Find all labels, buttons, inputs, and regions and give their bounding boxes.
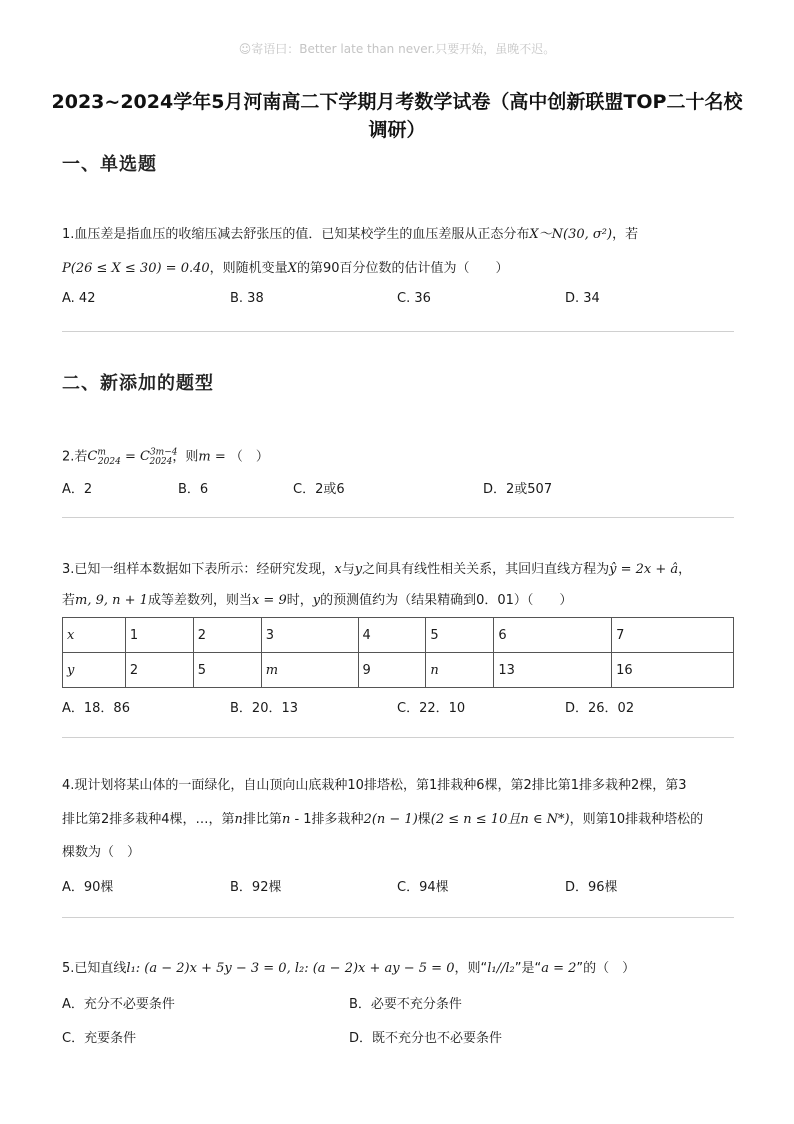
q5-math-lines: l₁: (a − 2)x + 5y − 3 = 0, l₂: (a − 2)x + ay − 5 = 0 xyxy=(126,961,455,976)
q5-option-d[interactable]: D．既不充分也不必要条件 xyxy=(349,1031,503,1046)
q2-option-d[interactable]: D．2或507 xyxy=(483,482,553,497)
question-3-line1: 3.已知一组样本数据如下表所示：经研究发现，x与y之间具有线性相关关系，其回归直线方程为ŷ = 2x + â， xyxy=(62,562,692,577)
q2-text: 2.若 xyxy=(62,449,88,465)
q5-option-a[interactable]: A．充分不必要条件 xyxy=(62,997,175,1012)
table-cell: 9 xyxy=(358,653,426,688)
question-2: 2.若$C^m_{2024} = C^{3m-4}_{2024}$，则m = （ ） xyxy=(62,448,269,467)
table-cell: 13 xyxy=(494,653,612,688)
q4-option-c[interactable]: C．94棵 xyxy=(397,880,449,895)
q4-option-a[interactable]: A．90棵 xyxy=(62,880,114,895)
question-5: 5.已知直线l₁: (a − 2)x + 5y − 3 = 0, l₂: (a − 2)x + ay − 5 = 0，则“l₁//l₂”是“a = 2”的（ ） xyxy=(62,961,636,976)
q3-option-b[interactable]: B．20．13 xyxy=(230,701,299,716)
q3-math-x9: x = 9 xyxy=(251,593,287,608)
q1-option-a[interactable]: A. 42 xyxy=(62,291,96,306)
table-cell: 2 xyxy=(125,653,193,688)
section-heading-single-choice: 一、单选题 xyxy=(62,154,157,175)
q2-text: ，则 xyxy=(172,449,199,465)
table-row-x xyxy=(63,618,734,653)
table-cell: 1 xyxy=(125,618,193,653)
q5-option-b[interactable]: B．必要不充分条件 xyxy=(349,997,462,1012)
separator xyxy=(62,917,734,918)
q2-math-m: m = xyxy=(198,449,230,465)
table-cell: m xyxy=(261,653,358,688)
q1-option-b[interactable]: B. 38 xyxy=(230,291,264,306)
question-3-line2: 若m, 9, n + 1成等差数列，则当x = 9时，y的预测值约为（结果精确到0．01）（ ） xyxy=(62,593,573,608)
q1-text: 的第90百分位数的估计值为（ ） xyxy=(296,261,509,276)
table-cell: 5 xyxy=(193,653,261,688)
table-row-y xyxy=(63,653,734,688)
q2-text: （ ） xyxy=(229,449,269,465)
table-cell: y xyxy=(63,653,126,688)
question-1-line2 xyxy=(62,260,508,278)
q4-math-increment: 2(n − 1) xyxy=(363,812,418,827)
q1-text: ，则随机变量 xyxy=(209,261,288,276)
q2-option-a[interactable]: A．2 xyxy=(62,482,93,497)
question-1-line1 xyxy=(62,226,638,244)
q1-text: 1.血压差是指血压的收缩压减去舒张压的值．已知某校学生的血压差服从正态分布 xyxy=(62,227,530,242)
table-cell: n xyxy=(426,653,494,688)
exam-title xyxy=(40,88,754,144)
table-cell: 7 xyxy=(612,618,734,653)
motto-header: ☺寄语曰：Better late than never.只要开始，虽晚不迟。 xyxy=(238,42,556,56)
separator xyxy=(62,331,734,332)
q3-option-c[interactable]: C．22．10 xyxy=(397,701,466,716)
q5-option-c[interactable]: C．充要条件 xyxy=(62,1031,137,1046)
q1-option-d[interactable]: D. 34 xyxy=(565,291,600,306)
table-cell: 2 xyxy=(193,618,261,653)
q1-option-c[interactable]: C. 36 xyxy=(397,291,431,306)
exam-title-line2: 调研） xyxy=(368,119,426,141)
q4-option-b[interactable]: B．92棵 xyxy=(230,880,282,895)
q2-combination-rhs: $C^{3m-4}_{2024}$ xyxy=(139,448,178,467)
table-cell: 6 xyxy=(494,618,612,653)
table-cell: 4 xyxy=(358,618,426,653)
table-cell: 3 xyxy=(261,618,358,653)
question-4-line1: 4.现计划将某山体的一面绿化，自山顶向山底栽种10排塔松，第1排栽种6棵，第2排比第1排多栽种2棵，第3 xyxy=(62,778,687,793)
q3-data-table xyxy=(62,617,734,688)
q2-option-b[interactable]: B．6 xyxy=(178,482,209,497)
q3-math-sequence: m, 9, n + 1 xyxy=(75,593,148,608)
separator xyxy=(62,517,734,518)
q2-option-c[interactable]: C．2或6 xyxy=(293,482,345,497)
q1-math-variable: X xyxy=(287,261,297,276)
q3-option-d[interactable]: D．26．02 xyxy=(565,701,635,716)
q2-combination-lhs: $C^m_{2024}$ xyxy=(87,448,121,467)
q5-math-a2: a = 2 xyxy=(541,961,577,976)
q1-math-distribution: X～N(30, σ²) xyxy=(529,227,613,242)
q4-math-range: (2 ≤ n ≤ 10且n ∈ N*) xyxy=(430,812,570,827)
q1-text: ，若 xyxy=(612,227,639,242)
table-cell: 5 xyxy=(426,618,494,653)
separator xyxy=(62,737,734,738)
q3-option-a[interactable]: A．18．86 xyxy=(62,701,130,716)
question-4-line3: 棵数为（ ） xyxy=(62,845,141,860)
q1-math-probability: P(26 ≤ X ≤ 30) = 0.40 xyxy=(62,261,210,276)
table-cell: x xyxy=(63,618,126,653)
q5-math-parallel: l₁//l₂ xyxy=(487,961,515,976)
exam-title-line1: 2023~2024学年5月河南高二下学期月考数学试卷（高中创新联盟TOP二十名校 xyxy=(51,91,743,113)
section-heading-new-type: 二、新添加的题型 xyxy=(62,373,214,394)
q4-option-d[interactable]: D．96棵 xyxy=(565,880,618,895)
question-4-line2: 排比第2排多栽种4棵，…，第n排比第n - 1排多栽种2(n − 1)棵(2 ≤ n ≤ 10且n ∈ N*)，则第10排栽种塔松的 xyxy=(62,812,704,827)
q3-math-regression: ŷ = 2x + â xyxy=(609,562,679,577)
table-cell: 16 xyxy=(612,653,734,688)
